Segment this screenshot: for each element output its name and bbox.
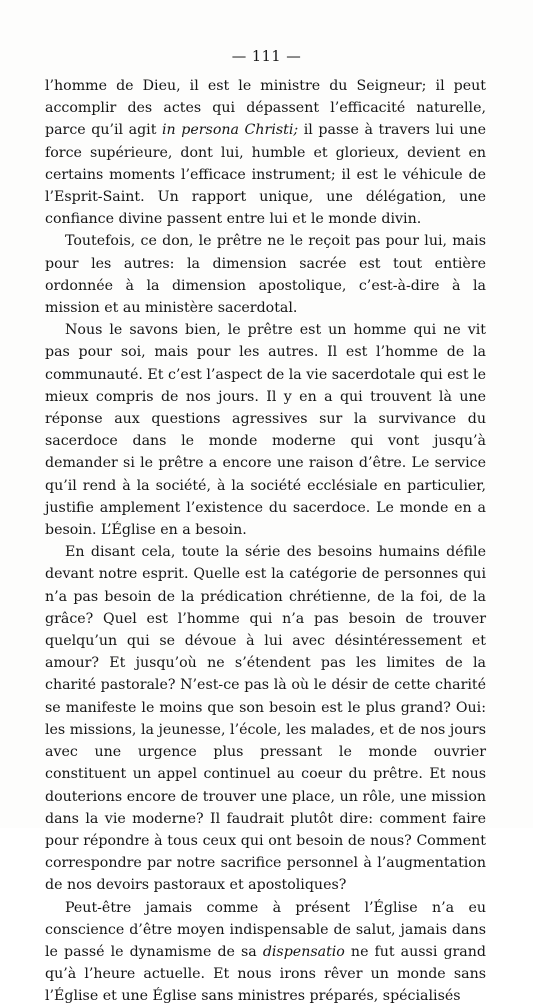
- text-run: Nous le savons bien, le prêtre est un homme qui ne vit pas pour soi, mais pour les autres. Il est l’homme de la communauté. Et c’est l’aspect de la vie sacerdotale qui est le mieux compris de nos jours. Il y en a qui trouvent là une réponse aux questions agressives sur la survivance du sacerdoce dans le monde moderne qui vont jusqu’à demander si le prêtre a encore une raison d’être. Le service qu’il rend à la société, à la société ecclésiale en particulier, justifie amplement l’existence du sacerdoce. Le monde en a besoin. L’Église en a besoin.: [45, 322, 486, 539]
- paragraph: [45, 319, 486, 541]
- italic-phrase: in persona Christi;: [162, 122, 299, 139]
- text-run: En disant cela, toute la série des besoins humains défile devant notre esprit. Quelle est la catégorie de personnes qui n’a pas besoin de la prédication chrétienne, de la foi, de la grâce? Quel est l’homme qui n’a pas besoin de trouver quelqu’un qui se dévoue à lui avec désintéressement et amour? Et jusqu’où ne s’étendent pas les limites de la charité pastorale? N’est-ce pas là où le désir de cette charité se manifeste le moins que son besoin est le plus grand? Oui: les missions, la jeunesse, l’école, les malades, et de nos jours avec une urgence plus pressant le monde ouvrier constituent un appel continuel au coeur du prêtre. Et nous douterions encore de trouver une place, un rôle, une mission dans la vie moderne? Il faudrait plutôt dire: comment faire pour répondre à tous ceux qui ont besoin de nous? Comment correspondre par notre sacrifice personnel à l’augmentation de nos devoirs pastoraux et apostoliques?: [45, 544, 486, 894]
- text-run: Toutefois, ce don, le prêtre ne le reçoit pas pour lui, mais pour les autres: la dimension sacrée est tout entière ordonnée à la dimension apostolique, c’est-à-dire à la mission et au ministère sacerdotal.: [45, 233, 486, 317]
- paragraph: [45, 75, 486, 230]
- text-run: ne fut aussi grand qu’à l’heure actuelle. Et nous irons rêver un monde sans l’Église et une Église sans ministres préparés, spécialisés: [45, 943, 486, 1005]
- body-text: [45, 75, 486, 1008]
- italic-phrase: dispensatio: [262, 943, 345, 960]
- text-run: il passe à travers lui une force supérieure, dont lui, humble et glorieux, devient en certains moments l’efficace instrument; il est le véhicule de l’Esprit-Saint. Un rapport unique, une délégation, une confiance divine passent entre lui et le monde divin.: [45, 122, 486, 228]
- paragraph: [45, 230, 486, 319]
- text-run: Peut-être jamais comme à présent l’Église n’a eu conscience d’être moyen indispensable de salut, jamais dans le passé le dynamisme de sa: [45, 899, 486, 960]
- text-run: l’homme de Dieu, il est le ministre du Seigneur; il peut accomplir des actes qui dépassent l’efficacité naturelle, parce qu’il agit: [45, 78, 486, 139]
- paragraph: [45, 541, 486, 896]
- page-number: — 111 —: [231, 49, 302, 65]
- paragraph: [45, 897, 486, 1008]
